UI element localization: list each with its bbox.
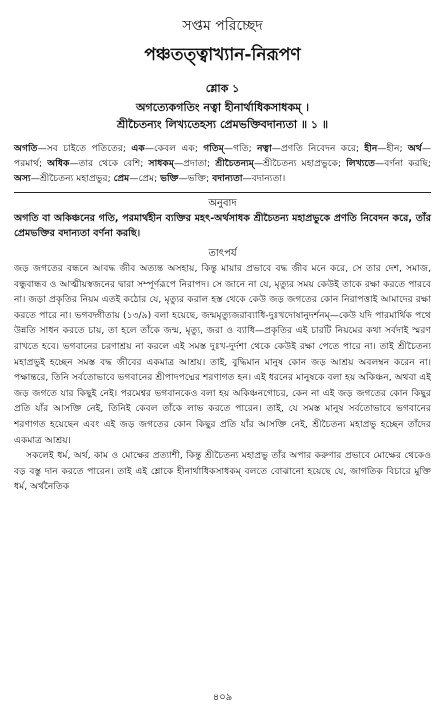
synonym-meaning: —বদান্যতা। xyxy=(242,173,286,184)
synonym-meaning: —শ্রীচৈতন্য মহাপ্রভুকে; xyxy=(253,158,347,169)
synonym-meaning: —প্রেম; xyxy=(129,173,161,184)
synonym-term: অস্য xyxy=(14,173,31,184)
synonym-meaning: —বর্ণনা করছি; xyxy=(375,158,431,169)
section-divider xyxy=(14,192,431,193)
synonym-term: হীন xyxy=(364,143,378,154)
page-number: ৪০৯ xyxy=(212,692,233,703)
synonym-term: এক xyxy=(131,143,145,154)
synonym-meaning: —সব চাইতে পতিতের; xyxy=(37,143,132,154)
synonym-term: বদান্যতা xyxy=(212,173,243,184)
verse-line-1: অগত্যেকগতিং নত্বা হীনার্থাধিকসাধকম্ । xyxy=(135,101,310,114)
synonym-meaning: —তার থেকে বেশি; xyxy=(69,158,149,169)
synonym-term: ভক্তি xyxy=(160,173,179,184)
synonym-meaning: —প্রদাতা; xyxy=(173,158,216,169)
purport-paragraph-2: সকলেই ধর্ম, অর্থ, কাম ও মোক্ষের প্রত্যাশী, কিন্তু শ্রীচৈতন্য মহাপ্রভু তাঁর অপার করুণার প্রভাবে মোক্ষের থেকেও বড় বস্তু দান করতে পারেন। তাই এই শ্লোকে হীনার্থাধিকসাধকম্ বলতে বোঝানো হয়েছে যে, জাগতিক বিচারে মুক্তি ধর্ম, অর্থনৈতিক xyxy=(14,450,431,493)
synonym-meaning: —পরমার্থ; xyxy=(14,143,431,169)
translation-heading: অনুবাদ xyxy=(208,198,237,209)
synonym-term: অর্থ xyxy=(407,143,422,154)
synonym-term: সাধকম্ xyxy=(148,158,174,169)
synonym-meaning: —গতি; xyxy=(223,143,258,154)
synonym-meaning: —শ্রীচৈতন্য মহাপ্রভুর; xyxy=(30,173,114,184)
synonyms-block xyxy=(14,141,431,186)
synonym-term: শ্রীচৈতন্যম্ xyxy=(215,158,254,169)
verse-line-2: শ্রীচৈতন্যং লিখ্যতেহস্য প্রেমভক্তিবদান্যতা ॥ ১ ॥ xyxy=(116,118,329,131)
synonym-term: অধিক xyxy=(47,158,70,169)
synonym-meaning: —কেবল এক; xyxy=(144,143,204,154)
synonym-term: প্রেম xyxy=(113,173,130,184)
chapter-title: পঞ্চতত্ত্বাখ্যান-নিরূপণ xyxy=(144,45,301,65)
verse-number: শ্লোক ১ xyxy=(205,82,240,95)
synonym-term: গতিম্ xyxy=(203,143,224,154)
synonym-term: লিখ্যতে xyxy=(346,158,376,169)
chapter-heading: সপ্তম পরিচ্ছেদ xyxy=(182,18,263,34)
translation-text: অগতি বা অকিঞ্চনের গতি, পরমার্থহীন ব্যক্তির মহৎ-অর্থসাধক শ্রীচৈতন্য মহাপ্রভুকে প্রণতি নিবেদন করে, তাঁর প্রেমভক্তির বদান্যতা বর্ণনা করছি। xyxy=(14,213,431,239)
synonym-meaning: —হীন; xyxy=(377,143,408,154)
purport-paragraph-1: জড় জগতের বন্ধনে আবদ্ধ জীব অত্যন্ত অসহায়, কিন্তু মায়ার প্রভাবে বদ্ধ জীব মনে করে, সে তার দেশ, সমাজ, বন্ধুবান্ধব ও আত্মীয়স্বজনের দ্বারা সম্পূর্ণরূপে নিরাপদ। সে জানে না যে, মৃত্যুর সময় কেউই তাকে রক্ষা করতে পারবে না। জড়া প্রকৃতির নিয়ম এতই কঠোর যে, মৃত্যুর করাল হস্ত থেকে কেউ জড় জগতের কোন নিরাপত্তাই আমাদের রক্ষা করতে পারে না। ভগবদ্গীতায় (১৩/৯) বলা হয়েছে, জন্মমৃত্যুজরাব্যাধি-দুঃখদোষানুদর্শনম্—কেউ যদি পারমার্থিক পথে উন্নতি সাধন করতে চায়, তা হলে তাঁকে জন্ম, মৃত্যু, জরা ও ব্যাধি—প্রকৃতির এই চারটি নিয়মের কথা সর্বদাই স্মরণ রাখতে হবে। ভগবানের চরণাশ্রয় না করলে এই সমস্ত দুঃখ-দুর্দশা থেকে কেউই রক্ষা পেতে পারে না। তাই শ্রীচৈতন্য মহাপ্রভুই হচ্ছেন সমস্ত বদ্ধ জীবের একমাত্র আশ্রয়। তাই, বুদ্ধিমান মানুষ কোন জড় আশ্রয় অবলম্বন করেন না। পক্ষান্তরে, তিনি সর্বতোভাবে ভগবানের শ্রীপাদপদ্মের শরণাগত হন। এই ধরনের মানুষকে বলা হয় অকিঞ্চন, অথবা এই জড় জগতে যার কিছুই নেই। পরমেশ্বর ভগবানকেও বলা হয় অকিঞ্চনগোচর, কেন না এই জড় জগতের কোন কিছুর প্রতি যাঁর আসক্তি নেই, তিনিই কেবল তাঁকে লাভ করতে পারেন। তাই, যে সমস্ত মানুষ সর্বতোভাবে ভগবানের শরণাগত হয়েছেন এবং এই জড় জগতের কোন কিছুর প্রতি যাঁর আসক্তি নেই, শ্রীচৈতন্য মহাপ্রভু হচ্ছেন তাঁদের একমাত্র আশ্রয়। xyxy=(14,263,431,446)
purport-heading: তাৎপর্য xyxy=(208,248,237,259)
synonym-term: অগতি xyxy=(14,143,38,154)
synonym-term: নত্বা xyxy=(257,143,272,154)
synonym-meaning: —ভক্তি; xyxy=(178,173,213,184)
synonym-meaning: —প্রণতি নিবেদন করে; xyxy=(271,143,365,154)
